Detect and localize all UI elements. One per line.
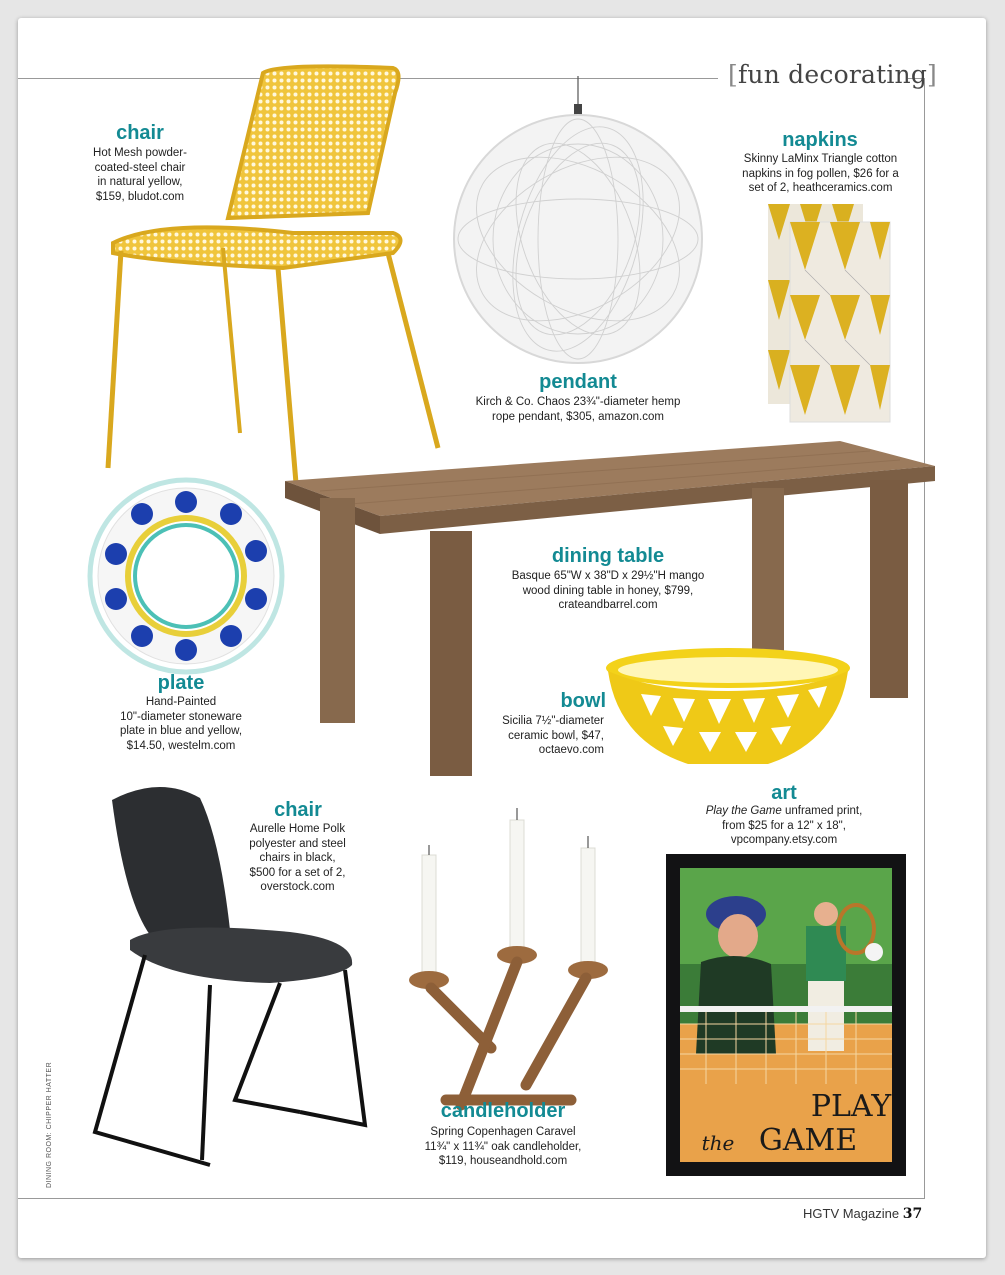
napkins-description: Skinny LaMinx Triangle cotton napkins in fog pollen, $26 for a set of 2, heathceramics.com xyxy=(742,153,899,194)
poster-word-play: PLAY xyxy=(810,1089,892,1124)
plate-description: Hand-Painted 10"-diameter stoneware plate in blue and yellow, $14.50, westelm.com xyxy=(119,696,243,752)
dining-table-title: dining table xyxy=(551,545,665,567)
bowl-title: bowl xyxy=(560,690,606,712)
yellow-bowl-image xyxy=(603,646,853,776)
chair1-description: Hot Mesh powder- coated-steel chair in natural yellow, $159, bludot.com xyxy=(93,147,187,203)
magazine-name: HGTV Magazine xyxy=(803,1206,900,1221)
plate-title: plate xyxy=(157,672,205,694)
section-label: [fun decorating] xyxy=(728,60,937,89)
play-the-game-poster-image xyxy=(666,854,906,1176)
candleholder-description: Spring Copenhagen Caravel 11¾" x 11¾" oak candleholder, $119, houseandhold.com xyxy=(424,1126,582,1167)
magazine-page xyxy=(18,18,986,1258)
dining-table-description: Basque 65"W x 38"D x 29½"H mango wood dining table in honey, $799, crateandbarrel.com xyxy=(511,570,705,611)
napkins-image xyxy=(760,200,895,425)
plate-image xyxy=(86,476,286,676)
art-description: Play the Game unframed print, from $25 for a 12" x 18", vpcompany.etsy.com xyxy=(705,805,863,846)
candleholder-title: candleholder xyxy=(440,1100,566,1122)
page-number: 37 xyxy=(902,1206,923,1222)
chair1-title: chair xyxy=(116,122,164,144)
bowl-description: Sicilia 7½"-diameter ceramic bowl, $47, octaevo.com xyxy=(502,715,604,756)
chair2-description: Aurelle Home Polk polyester and steel chairs in black, $500 for a set of 2, overstock.com xyxy=(249,823,346,893)
chair2-title: chair xyxy=(274,799,322,821)
page-footer xyxy=(803,1206,922,1222)
pendant-title: pendant xyxy=(539,371,617,393)
rope-pendant-image xyxy=(448,76,708,386)
pendant-description: Kirch & Co. Chaos 23¾"-diameter hemp rope pendant, $305, amazon.com xyxy=(475,396,681,423)
photo-credit: DINING ROOM: CHIPPER HATTER xyxy=(46,1061,53,1188)
bottom-rule xyxy=(18,1198,925,1199)
napkins-title: napkins xyxy=(782,129,858,151)
candleholder-image xyxy=(406,800,616,1110)
poster-word-the: the xyxy=(701,1131,735,1155)
poster-word-game: GAME xyxy=(758,1123,858,1158)
art-title: art xyxy=(771,782,797,804)
